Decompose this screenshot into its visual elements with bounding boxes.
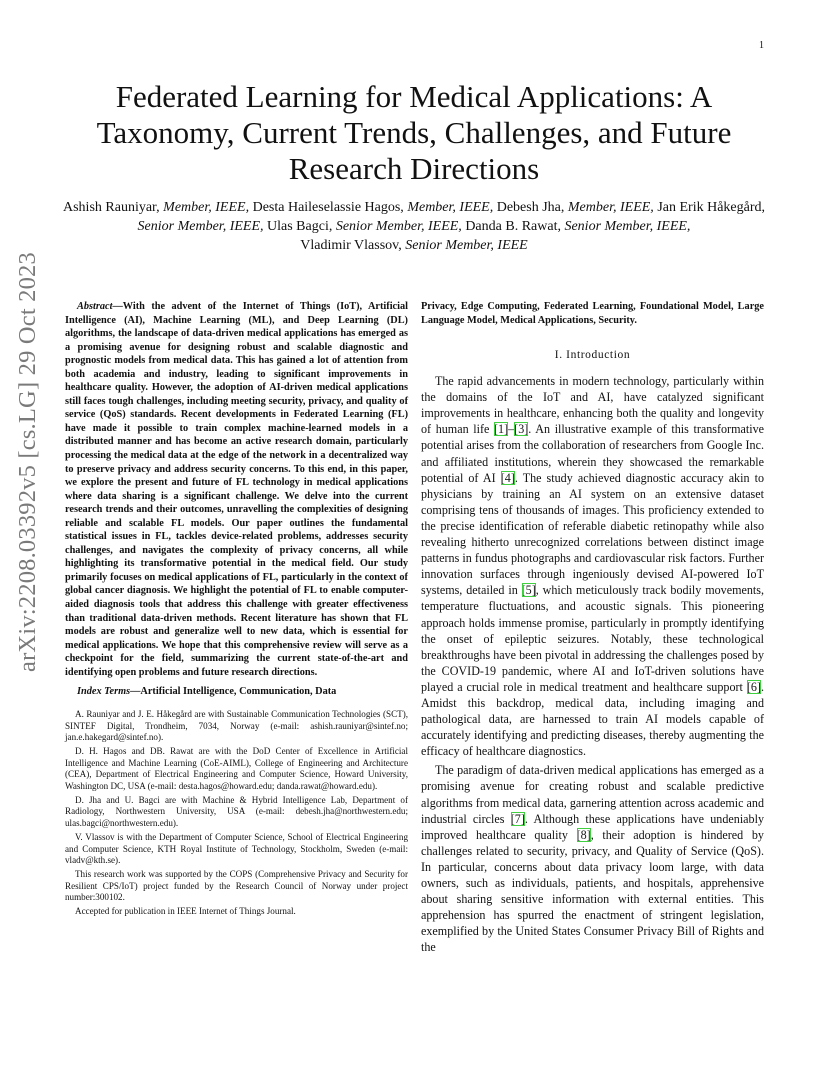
author-role: Senior Member, IEEE, (335, 219, 462, 234)
text-run: , their adoption is hindered by challenges related to security, privacy, and Quality of Service (QoS). In particular, concerns about data privacy loom large, with data owners, such as individuals, patients, and hospitals, apprehensive about sharing sensitive information with external entities. This apprehension has spurred the enactment of stringent legislation, exemplified by the United States Consumer Privacy Bill of Rights and the (421, 827, 764, 955)
author-name: Danda B. Rawat, (465, 219, 561, 234)
author-role: Member, IEEE, (407, 200, 494, 215)
citation-link[interactable]: [5] (521, 583, 536, 598)
text-run: – (508, 422, 515, 437)
introduction-body (421, 373, 764, 955)
citation-link[interactable]: [1] (494, 422, 509, 437)
index-terms-label: Index Terms (77, 686, 131, 698)
abstract-label: Abstract (77, 301, 113, 312)
text-run: , which meticulously track bodily movements, temperature fluctuations, and acoustic signals. This pioneering approach holds immense promise, particularly in promptly identifying the onset of epileptic seizures. Notably, these technological breakthroughs have been pivotal in addressing the challenges posed by the COVID-19 pandemic, where AI and IoT-driven solutions have played a crucial role in medical treatment and healthcare support (421, 583, 764, 694)
author-name: Debesh Jha, (496, 200, 565, 215)
abstract-text: —With the advent of the Internet of Things (IoT), Artificial Intelligence (AI), Machine Learning (ML), and Deep Learning (DL) algorithms, the landscape of data-driven medical applications has emerged as a promising avenue for designing robust and scalable diagnostic and prognostic models from medical data. This has gained a lot of attention from both academia and industry, leading to significant improvements in healthcare quality. However, the adoption of AI-driven medical applications still faces tough challenges, including meeting security, privacy, and quality of service (QoS) standards. Recent developments in Federated Learning (FL) have made it possible to train complex machine-learned models in a distributed manner and has become an active research domain, particularly processing the medical data at the edge of the network in a decentralized way to preserve privacy and address security concerns. To this end, in this paper, we explore the present and future of FL technology in medical applications where data sharing is a significant challenge. We delve into the current research trends and their outcomes, unravelling the complexities of designing reliable and scalable FL models. Our paper outlines the fundamental statistical issues in FL, tackles device-related problems, addresses security challenges, and navigates the complexity of privacy concerns, all while highlighting its transformative potential in the medical field. Our study primarily focuses on medical applications of FL, particularly in the context of global cancer diagnosis. We highlight the potential of FL to enable computer-aided diagnosis tools that address this challenge with greater effectiveness than traditional data-driven methods. Recent literature has shown that FL models are robust and generalize well to new data, which is essential for medical applications. We hope that this comprehensive review will serve as a checkpoint for the field, summarizing the current state-of-the-art and identifying open problems and future research directions. (65, 301, 408, 678)
section-heading: I. Introduction (554, 349, 631, 362)
author-name: Ashish Rauniyar, (63, 200, 160, 215)
author-name: Ulas Bagci, (267, 219, 333, 234)
citation-link[interactable]: [4] (500, 470, 515, 485)
right-column (421, 300, 764, 958)
author-role: Member, IEEE, (163, 200, 250, 215)
footnote: This research work was supported by the COPS (Comprehensive Privacy and Security for Resilient CPS/IoT) project funded by the Research Council of Norway under project number:300102. (65, 869, 408, 903)
text-run: . The study achieved diagnostic accuracy akin to physicians by training an AI system on an extensive dataset comprising tens of thousands of images. This proficiency extended to the precise identification of referable diabetic retinopathy while also revealing hitherto unrecognized correlations between distinct image patterns in fundus photographs and cardiovascular risk factors. Further innovation surfaces through ingeniously devised AI-powered IoT systems, detailed in (421, 470, 764, 598)
index-terms-text: —Artificial Intelligence, Communication, Data (130, 686, 337, 698)
author-name: Desta Haileselassie Hagos, (252, 200, 404, 215)
footnote: A. Rauniyar and J. E. Håkegård are with Sustainable Communication Technologies (SCT), SINTEF Digital, Trondheim, 7034, Norway (e-mail: ashish.rauniyar@sintef.no; jan.e.hakegard@sintef.no). (65, 708, 408, 743)
author-role: Member, IEEE, (567, 200, 654, 215)
abstract (65, 300, 408, 679)
text-run: The rapid advancements in modern technology, particularly within the domains of the IoT and AI, have catalyzed significant improvements in healthcare, enhancing both the quality and longevity of human life (421, 374, 764, 437)
paper-title: Federated Learning for Medical Applications: A Taxonomy, Current Trends, Challenges, and Future Research Directions (96, 79, 732, 186)
index-terms-continued: Privacy, Edge Computing, Federated Learning, Foundational Model, Large Language Model, Medical Applications, Security. (421, 301, 764, 326)
citation-link[interactable]: [6] (746, 679, 761, 694)
arxiv-identifier-stamp: arXiv:2208.03392v5 [cs.LG] 29 Oct 2023 (14, 252, 41, 672)
author-name: Vladimir Vlassov, (300, 238, 402, 253)
text-run: . An illustrative example of this transformative potential arises from the collaboration of researchers from Google Inc. and affiliated institutions, wherein they showcased the remarkable potential of AI (421, 422, 764, 485)
left-column (65, 300, 408, 920)
footnote: D. H. Hagos and DB. Rawat are with the DoD Center of Excellence in Artificial Intelligence and Machine Learning (CoE-AIML), College of Engineering and Architecture (CEA), Department of Electrical Engineering and Computer Science, Howard University, Washington DC, USA (e-mail: desta.hagos@howard.edu; danda.rawat@howard.edu). (65, 745, 408, 792)
footnote: Accepted for publication in IEEE Internet of Things Journal. (75, 906, 296, 917)
author-role: Senior Member, IEEE (405, 238, 528, 253)
citation-link[interactable]: [7] (510, 811, 525, 826)
paragraph (421, 373, 764, 759)
text-run: . Although these applications have undeniably improved healthcare quality (421, 811, 765, 842)
author-name: Jan Erik Håkegård, (657, 200, 765, 215)
index-terms (65, 685, 408, 699)
page-number: 1 (759, 40, 764, 51)
author-role: Senior Member, IEEE, (137, 219, 264, 234)
author-affiliation-footnotes (65, 709, 408, 918)
author-role: Senior Member, IEEE, (564, 219, 691, 234)
citation-link[interactable]: [8] (576, 827, 591, 842)
citation-link[interactable]: [3] (514, 422, 529, 437)
footnote: D. Jha and U. Bagci are with Machine & Hybrid Intelligence Lab, Department of Radiology, Northwestern University, USA (e-mail: debesh.jha@northwestern.edu; ulas.bagci@northwestern.edu). (65, 794, 408, 829)
footnote: V. Vlassov is with the Department of Computer Science, School of Electrical Engineering and Computer Science, KTH Royal Institute of Technology, Stockholm, Sweden (e-mail: vladv@kth.se). (65, 831, 408, 866)
text-run: The paradigm of data-driven medical applications has emerged as a promising avenue for creating robust and scalable predictive algorithms from medical data, garnering attention across academic and industrial circles (421, 763, 764, 826)
author-list (60, 198, 768, 255)
paragraph (421, 762, 764, 955)
text-run: . Amidst this backdrop, medical data, including imaging and pathological data, are harnessed to train AI models capable of accurately identifying and predicting diseases, thereby augmenting the efficacy of healthcare diagnostics. (421, 679, 764, 759)
